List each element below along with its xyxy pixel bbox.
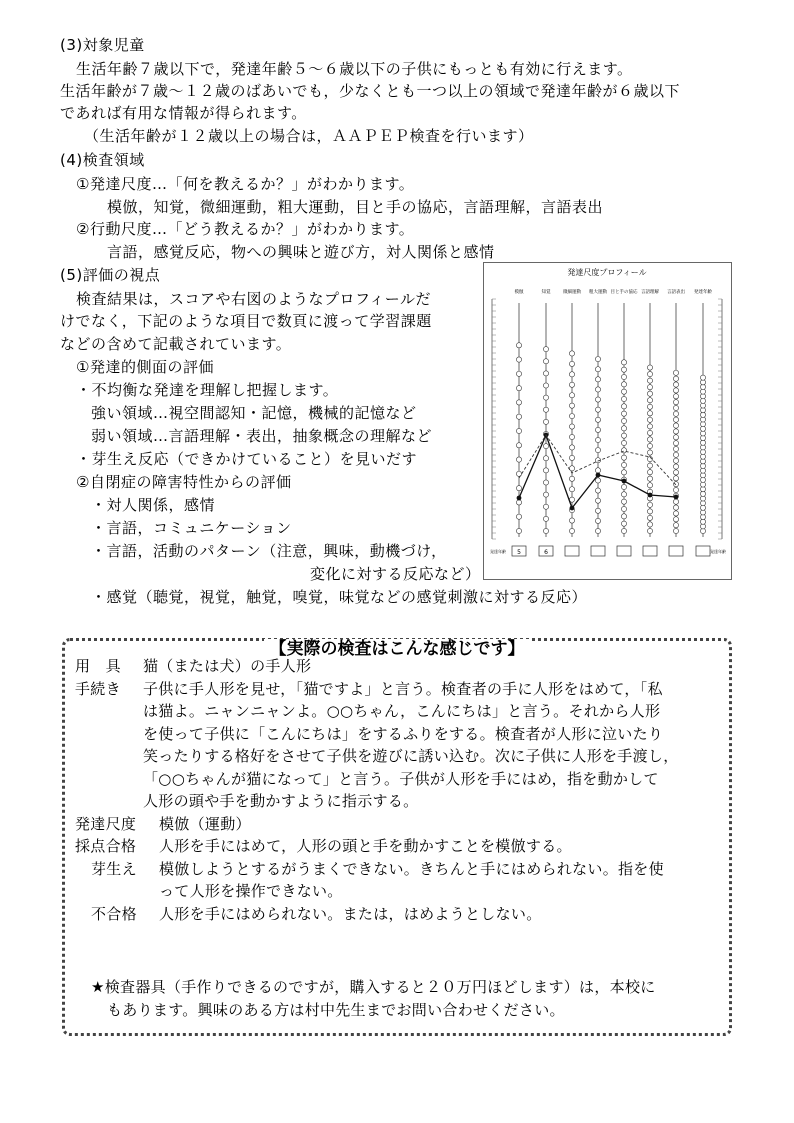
box-row-label: 発達尺度 xyxy=(75,814,137,833)
item-circle xyxy=(543,480,548,485)
item-circle xyxy=(516,428,521,433)
item-circle xyxy=(621,462,626,467)
profile-footer xyxy=(490,546,726,556)
item-circle xyxy=(673,511,678,516)
item-circle xyxy=(647,476,652,481)
item-circle xyxy=(543,456,548,461)
profile-point xyxy=(648,493,653,498)
item-circle xyxy=(595,518,600,523)
item-circle xyxy=(516,500,521,505)
item-circle xyxy=(569,476,574,481)
profile-column-headers xyxy=(515,288,713,295)
item-circle xyxy=(673,405,678,410)
item-circle xyxy=(673,458,678,463)
item-circle xyxy=(569,382,574,387)
item-circle xyxy=(647,463,652,468)
box-row-label: 用 具 xyxy=(75,657,121,675)
evaluation-sub1-item-1: ・不均衡な発達を理解し把握します。 xyxy=(76,381,339,399)
age-box xyxy=(617,546,631,556)
domains-item-2: ②行動尺度…「どう教えるか？」がわかります。 xyxy=(76,220,415,238)
item-circle xyxy=(516,443,521,448)
item-circle xyxy=(647,411,652,416)
item-circle xyxy=(516,486,521,491)
item-circle xyxy=(543,383,548,388)
item-circle xyxy=(516,414,521,419)
box-row-label: 芽生え xyxy=(91,859,137,878)
item-circle xyxy=(673,376,678,381)
evaluation-sub2-item-1: ・対人関係，感情 xyxy=(91,496,216,514)
item-circle xyxy=(673,435,678,440)
item-circle xyxy=(621,440,626,445)
box-row-label: 不合格 xyxy=(91,904,137,923)
column-header: 目と手の協応 xyxy=(610,290,638,295)
evaluation-sub1-item-4: ・芽生え反応（できかけていること）を見いだす xyxy=(76,450,418,468)
item-circle xyxy=(647,509,652,514)
item-circle xyxy=(673,464,678,469)
item-circle xyxy=(543,468,548,473)
item-circle xyxy=(543,407,548,412)
item-circle xyxy=(621,433,626,438)
profile-point xyxy=(622,479,627,484)
section-domains-heading: (4)検査領域 xyxy=(60,151,145,169)
item-circle xyxy=(595,478,600,483)
item-circle xyxy=(595,367,600,372)
item-circle xyxy=(621,404,626,409)
item-circle xyxy=(569,424,574,429)
profile-point xyxy=(570,506,575,511)
footer-left-label: 発達年齢 xyxy=(490,549,506,554)
development-profile-figure xyxy=(483,262,732,580)
item-circle xyxy=(647,430,652,435)
item-circle xyxy=(569,434,574,439)
example-box-title: 【実際の検査はこんな感じです】 xyxy=(65,637,729,661)
item-circle xyxy=(569,455,574,460)
item-circle xyxy=(673,417,678,422)
item-circle xyxy=(621,492,626,497)
evaluation-line-1: 検査結果は，スコアや右図のようなプロフィールだ xyxy=(76,290,432,308)
box-note-line-2: もあります。興味のある方は村中先生までお問い合わせください。 xyxy=(107,1001,565,1019)
item-circle xyxy=(647,443,652,448)
item-circle xyxy=(621,374,626,379)
item-circle xyxy=(569,414,574,419)
item-circle xyxy=(516,343,521,348)
item-circle xyxy=(647,450,652,455)
item-circle xyxy=(673,476,678,481)
box-row-text: 人形を手にはめて，人形の頭と手を動かすことを模倣する。 xyxy=(159,837,572,855)
age-box-value: 6 xyxy=(544,549,548,556)
age-box xyxy=(696,546,710,556)
profile-grid xyxy=(492,299,722,539)
item-circle xyxy=(647,378,652,383)
domains-item-2-detail: 言語，感覚反応，物への興味と遊び方，対人関係と感情 xyxy=(107,243,495,261)
item-circle xyxy=(595,448,600,453)
item-circle xyxy=(595,488,600,493)
evaluation-sub2-item-2: ・言語，コミュニケーション xyxy=(91,519,292,537)
item-circle xyxy=(673,517,678,522)
item-circle xyxy=(647,483,652,488)
box-row-text: 人形の頭や手を動かすように指示する。 xyxy=(143,792,419,810)
item-circle xyxy=(673,394,678,399)
column-header: 言語表出 xyxy=(667,290,685,295)
box-row-text: は猫よ。ニャンニャンよ。○○ちゃん，こんにちは」と言う。それから人形 xyxy=(143,702,661,720)
box-row-label: 手続き xyxy=(75,679,121,698)
box-row-text: 人形を手にはめられない。または，はめようとしない。 xyxy=(159,904,542,923)
item-circle xyxy=(647,417,652,422)
box-row-text: 模倣しようとするがうまくできない。きちんと手にはめられない。指を使 xyxy=(159,859,664,878)
column-header: 知覚 xyxy=(541,290,551,295)
item-circle xyxy=(595,437,600,442)
item-circle xyxy=(595,468,600,473)
item-circle xyxy=(647,522,652,527)
item-circle xyxy=(543,492,548,497)
target-line-1: 生活年齢７歳以下で，発達年齢５～６歳以下の子供にもっとも有効に行えます。 xyxy=(76,60,633,78)
box-row-text: を使って子供に「こんにちは」をするふりをする。検査者が人形に泣いたり xyxy=(143,724,664,743)
domains-item-1-detail: 模倣，知覚，微細運動，粗大運動，目と手の協応，言語理解，言語表出 xyxy=(107,198,604,216)
domains-item-1: ①発達尺度…「何を教えるか？」がわかります。 xyxy=(76,175,415,193)
evaluation-sub2-item-3: ・言語，活動のパターン（注意，興味，動機づけ， xyxy=(91,542,447,560)
item-circle xyxy=(516,371,521,376)
item-circle xyxy=(595,357,600,362)
item-circle xyxy=(595,427,600,432)
item-circle xyxy=(569,393,574,398)
item-circle xyxy=(673,382,678,387)
item-circle xyxy=(543,359,548,364)
item-circle xyxy=(673,429,678,434)
item-circle xyxy=(647,502,652,507)
item-circle xyxy=(621,360,626,365)
item-circle xyxy=(673,400,678,405)
evaluation-sub1-item-2: 強い領域…視空間認知・記憶，機械的記憶など xyxy=(91,404,417,422)
item-circle xyxy=(673,441,678,446)
item-circle xyxy=(673,411,678,416)
column-header: 粗大運動 xyxy=(589,290,607,295)
item-circle xyxy=(621,455,626,460)
evaluation-sub2: ②自閉症の障害特性からの評価 xyxy=(76,473,292,491)
item-circle xyxy=(673,505,678,510)
profile-chart xyxy=(484,263,731,579)
item-circle xyxy=(569,361,574,366)
item-circle xyxy=(673,528,678,533)
item-circle xyxy=(516,386,521,391)
box-row-text: 模倣（運動） xyxy=(159,814,251,833)
item-circle xyxy=(673,452,678,457)
item-circle xyxy=(621,528,626,533)
item-circle xyxy=(595,387,600,392)
item-circle xyxy=(621,418,626,423)
evaluation-line-2: けでなく，下記のような項目で数頁に渡って学習課題 xyxy=(60,312,432,330)
column-header: 微細運動 xyxy=(563,290,581,295)
item-circle xyxy=(569,528,574,533)
item-circle xyxy=(543,395,548,400)
item-circle xyxy=(569,403,574,408)
item-circle xyxy=(595,407,600,412)
box-row-text: 猫（または犬）の手人形 xyxy=(143,657,312,675)
target-line-4: （生活年齢が１２歳以上の場合は，ＡＡＰＥＰ検査を行います） xyxy=(84,127,534,145)
item-circle xyxy=(621,484,626,489)
item-circle xyxy=(543,516,548,521)
item-circle xyxy=(673,487,678,492)
box-row-label: 採点合格 xyxy=(75,837,137,855)
target-line-2: 生活年齢が７歳～１２歳のばあいでも，少なくとも一つ以上の領域で発達年齢が６歳以下 xyxy=(60,82,681,100)
item-circle xyxy=(621,382,626,387)
column-header: 発達年齢 xyxy=(694,290,712,295)
item-circle xyxy=(516,514,521,519)
item-circle xyxy=(647,437,652,442)
item-circle xyxy=(673,470,678,475)
item-circle xyxy=(621,506,626,511)
item-circle xyxy=(621,396,626,401)
item-circle xyxy=(647,371,652,376)
profile-point xyxy=(674,495,679,500)
item-circle xyxy=(516,400,521,405)
item-circle xyxy=(595,417,600,422)
item-circle xyxy=(621,499,626,504)
item-circle xyxy=(673,388,678,393)
profile-title: 発達尺度プロフィール xyxy=(567,268,647,277)
item-circle xyxy=(569,487,574,492)
item-circle xyxy=(647,424,652,429)
item-circle xyxy=(569,518,574,523)
item-circle xyxy=(647,515,652,520)
item-circle xyxy=(569,445,574,450)
box-note-line-1: ★検査器具（手作りできるのですが，購入すると２０万円ほどします）は，本校に xyxy=(91,978,656,996)
evaluation-sub2-item-5: ・感覚（聴覚，視覚，触覚，嗅覚，味覚などの感覚刺激に対する反応） xyxy=(91,588,588,606)
box-row-text: って人形を操作できない。 xyxy=(159,882,343,900)
age-box xyxy=(591,546,605,556)
item-circle xyxy=(621,389,626,394)
age-box xyxy=(669,546,683,556)
age-box xyxy=(643,546,657,556)
item-circle xyxy=(569,372,574,377)
item-circle xyxy=(543,347,548,352)
item-circle xyxy=(516,357,521,362)
item-circle xyxy=(543,444,548,449)
item-circle xyxy=(621,426,626,431)
item-circle xyxy=(595,528,600,533)
age-box-value: 5 xyxy=(517,549,521,556)
evaluation-sub1-item-3: 弱い領域…言語理解・表出，抽象概念の理解など xyxy=(91,427,433,445)
item-circle xyxy=(621,367,626,372)
item-circle xyxy=(621,521,626,526)
item-circle xyxy=(569,466,574,471)
item-circle xyxy=(543,419,548,424)
profile-point xyxy=(517,496,522,501)
item-circle xyxy=(673,446,678,451)
item-circle xyxy=(516,457,521,462)
item-circle xyxy=(673,482,678,487)
item-circle xyxy=(647,404,652,409)
item-circle xyxy=(595,377,600,382)
item-circle xyxy=(621,470,626,475)
item-circle xyxy=(516,528,521,533)
age-box xyxy=(565,546,579,556)
item-circle xyxy=(700,375,705,380)
column-header: 言語理解 xyxy=(641,290,659,295)
item-circle xyxy=(673,499,678,504)
evaluation-line-3: などの含めて記載されています。 xyxy=(60,335,292,353)
item-circle xyxy=(543,528,548,533)
evaluation-sub2-item-4: 変化に対する反応など） xyxy=(310,565,481,583)
item-circle xyxy=(647,528,652,533)
section-target-heading: (3)対象児童 xyxy=(60,36,145,54)
footer-right-label: 発達年齢 xyxy=(710,549,726,554)
item-circle xyxy=(673,423,678,428)
box-row-text: 子供に手人形を見せ，「猫ですよ」と言う。検査者の手に人形をはめて，「私 xyxy=(143,679,663,698)
evaluation-sub1: ①発達的側面の評価 xyxy=(76,358,214,376)
item-circle xyxy=(595,397,600,402)
target-line-3: であれば有用な情報が得られます。 xyxy=(60,104,307,122)
item-circle xyxy=(569,351,574,356)
item-circle xyxy=(543,371,548,376)
item-circle xyxy=(543,504,548,509)
section-evaluation-heading: (5)評価の視点 xyxy=(60,266,161,284)
item-circle xyxy=(647,365,652,370)
profile-point xyxy=(596,473,601,478)
item-circle xyxy=(647,398,652,403)
example-box xyxy=(62,638,732,1036)
item-circle xyxy=(673,523,678,528)
box-row-text: 笑ったりする格好をさせて子供を遊びに誘い込む。次に子供に人形を手渡し， xyxy=(143,747,679,765)
item-circle xyxy=(621,514,626,519)
item-circle xyxy=(647,385,652,390)
item-circle xyxy=(647,391,652,396)
column-header: 模倣 xyxy=(514,290,524,295)
box-row-text: 「○○ちゃんが猫になって」と言う。子供が人形を手にはめ，指を動かして xyxy=(143,769,659,788)
item-circle xyxy=(595,498,600,503)
item-circle xyxy=(647,470,652,475)
item-circle xyxy=(621,411,626,416)
item-circle xyxy=(673,370,678,375)
item-circle xyxy=(595,508,600,513)
